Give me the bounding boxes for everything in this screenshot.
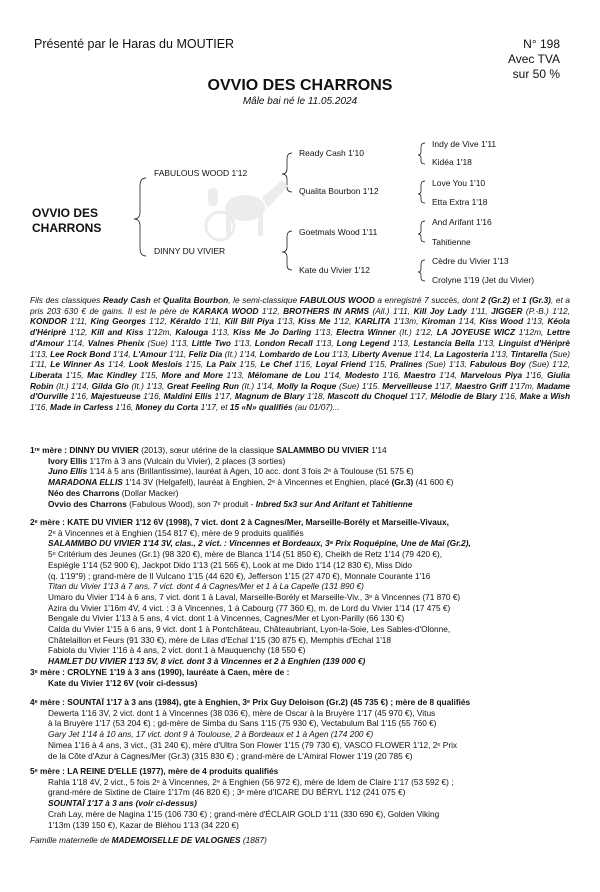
second-dam-heading: 2ᵉ mère : KATE DU VIVIER 1'12 6V (1998), 7 vict. dont 2 à Cagnes/Mer, Marseille-Borély et Marseille-Vivaux, (30, 517, 449, 527)
text-line: Crah Lay, mère de Nagina 1'15 (106 730 €) ; grand-mère d'ÉCLAIR GOLD 1'11 (330 690 €), Golden Viking (48, 808, 440, 819)
text-line: 5ᵉ Critérium des Jeunes (Gr.1) (98 320 €), mère de Blanca 1'14 (51 850 €), Cheikh de Retz 1'14 (79 420 €), (48, 549, 443, 560)
ancestor-6: Tahitienne (432, 237, 471, 247)
presenter-text: Présenté par le Haras du MOUTIER (34, 37, 235, 51)
horse-name-line2: CHARRONS (32, 221, 102, 235)
text-line: Nimea 1'16 à 4 ans, 3 vict., (31 240 €), mère d'Ultra Son Flower 1'15 (79 730 €), VASCO FLOWER 1'12, 2ᵉ Prix (48, 739, 458, 750)
sire-name: FABULOUS WOOD 1'12 (154, 168, 248, 178)
ancestor-3: Love You 1'10 (432, 178, 486, 188)
pedigree-horse-name (32, 206, 101, 236)
text-line: Châtelaillon et Feurs (91 330 €), mère de Lilas d'Echal 1'15 (30 875 €), Memphis d'Echal 1'18 (48, 634, 392, 645)
ancestor-2: Kidéa 1'18 (432, 157, 472, 167)
text-line: Titan du Vivier 1'13 à 7 ans, 7 vict. dont 4 à Cagnes/Mer et 1 à La Capelle (131 890 €) (48, 581, 364, 592)
text-line: HAMLET DU VIVIER 1'13 5V, 8 vict. dont 3 à Vincennes et 2 à Enghien (139 000 €) (48, 656, 366, 667)
text-line: Umaro du Vivier 1'14 à 6 ans, 7 vict. dont 1 à Laval, Marseille-Borély et Marseille-Viv., 3ᵉ à Vincennes (71 870 €) (48, 591, 461, 602)
footer-family-name: MADEMOISELLE DE VALOGNES (111, 835, 241, 845)
ancestor-7: Cèdre du Vivier 1'13 (432, 256, 509, 266)
text-line: Bengale du Vivier 1'13 à 5 ans, 4 vict. dont 1 à Vincennes, Cagnes/Mer et Lyon-Parilly (66 130 €) (48, 613, 405, 624)
text-line: (q. 1'19"9) ; grand-mère de Il Vulcano 1'15 (44 620 €), Jefferson 1'15 (27 470 €), Monnale Courante 1'16 (48, 570, 431, 581)
produce-line: Ovvio des Charrons (Fabulous Wood), son 7ᵉ produit - Inbred 5x3 sur And Arifant et Tahitienne (48, 498, 413, 509)
text-line: de la Côte d'Azur à Cagnes/Mer (Gr.3) (315 830 €) ; grand-mère de L'Amiral Flower 1'19 (20 785 €) (48, 750, 413, 761)
horse-description: Mâle bai né le 11.05.2024 (242, 96, 358, 107)
first-dam-section (30, 445, 570, 509)
fourth-dam-heading: 4ᵉ mère : SOUNTAÏ 1'17 à 3 ans (1984), gte à Enghien, 3ᵉ Prix Guy Deloison (Gr.2) (45 735 €) ; mère de 8 qualifiés (30, 697, 471, 707)
text-line: 1'13m (139 150 €), Kazar de Bléhou 1'13 (34 220 €) (48, 819, 239, 830)
ancestor-1: Indy de Vive 1'11 (432, 139, 497, 149)
produce-line: Juno Ellis 1'14 à 5 ans (Brillantissime), lauréat à Agen, 10 acc. dont 3 fois 2ᵉ à Toulouse (51 575 €) (48, 466, 414, 477)
produce-line: MARADONA ELLIS 1'14 3V (Helgafell), lauréat à Enghien, 2ᵉ à Vincennes et Enghien, placé (Gr.3) (41 600 €) (48, 477, 454, 488)
sire-dam-name: Qualita Bourbon 1'12 (299, 186, 379, 196)
second-dam-section (30, 517, 570, 667)
text-line: 2ᵉ à Vincennes et à Enghien (154 817 €), mère de 9 produits qualifiés (48, 527, 304, 538)
sire-description: Fils des classiques Ready Cash et Qualita Bourbon, le semi-classique FABULOUS WOOD a enregistré 7 succès, dont 2 (Gr.2) et 1 (Gr.3), et a pris 203 630 € de gains. Il est le père de KARAKA WOOD 1'12, BROTHERS IN ARMS (All.) 1'11, Kill Joy Lady 1'11, JIGGER (P.-B.) 1'12, KONDOR 1'11, King Georges 1'12, Kéraldo 1'11, Kill Bill Piya 1'13, Kiss Me 1'12, KARLITA 1'13m, Kiroman 1'14, Kiss Wood 1'13, Kéola d'Hériprè 1'12, Kill and Kiss 1'12m, Kalouga 1'13, Kiss Me Jo Darling 1'13, Electra Winner (It.) 1'12, LA JOYEUSE WICZ 1'12m, Lettre d'Amour 1'14, Valnes Phenix (Sue) 1'13, Little Two 1'13, London Recall 1'13, Long Legend 1'13, Lestancia Bella 1'13, Linguist d'Hériprè 1'13, Lee Rock Bond 1'14, L'Amour 1'11, Feliz Dia (It.) 1'14, Lombardo de Lou 1'13, Liberty Avenue 1'14, La Lagosteria 1'13, Tintarella (Sue) 1'11, Le Winner As 1'14, Look Meslois 1'15, La Paix 1'15, Le Chef 1'15, Loyal Friend 1'15, Pralines (Sue) 1'13, Fabulous Boy (Sue) 1'12, Liberata 1'15, Mac Kindley 1'15, More and More 1'13, Mélomane de Lou 1'14, Modesto 1'16, Maestro 1'14, Marvelous Piya 1'16, Giulia Robin (It.) 1'14, Gilda Glo (It.) 1'13, Great Feeling Run (It.) 1'14, Molly la Roque (Sue) 1'15. Merveilleuse 1'17, Maestro Griff 1'17m, Madame d'Ourville 1'16, Majestueuse 1'16, Maldini Ellis 1'17, Magnum de Blary 1'18, Mascott du Choquel 1'17, Mélodie de Blary 1'16, Make a Wish 1'16, Made in Carless 1'16, Money du Corta 1'17, et 15 «N» qualifiés (au 01/07)... (30, 295, 571, 413)
first-dam-heading: 1ʳᵉ mère : DINNY DU VIVIER (2013), sœur utérine de la classique SALAMMBO DU VIVIER 1'14 (30, 445, 387, 455)
footer-year: (1887) (240, 835, 267, 845)
produce-line: Néo des Charrons (Dollar Macker) (48, 487, 179, 498)
text-line: grand-mère de Sixtine de Claire 1'17m (46 820 €) ; 3ᵉ mère d'ICARE DU BÉRYL 1'12 (241 075 €) (48, 787, 406, 798)
fourth-dam-section (30, 697, 570, 761)
ancestor-4: Etta Extra 1'18 (432, 197, 488, 207)
ancestor-5: And Arifant 1'16 (432, 217, 492, 227)
text-line: Calda du Vivier 1'15 à 6 ans, 9 vict. dont 1 à Pontchâteau, Châteaubriant, Lyon-la-Soie, Les Sables-d'Olonne, (48, 624, 451, 635)
text-line: SALAMMBO DU VIVIER 1'14 3V, clas., 2 vict. : Vincennes et Bordeaux, 3ᵉ Prix Roquépine, Une de Mai (Gr.2), (48, 538, 471, 549)
fifth-dam-section (30, 766, 570, 830)
ancestor-8: Crolyne 1'19 (Jet du Vivier) (432, 275, 535, 285)
horse-silhouette-icon (206, 180, 288, 240)
produce-line: Ivory Ellis 1'17m à 3 ans (Vulcain du Vivier), 2 places (3 sorties) (48, 455, 286, 466)
sire-sire-name: Ready Cash 1'10 (299, 148, 364, 158)
maternal-family (30, 835, 267, 845)
horse-title: OVVIO DES CHARRONS (207, 77, 393, 94)
third-dam-section (30, 667, 570, 688)
horse-name-line1: OVVIO DES (32, 206, 99, 220)
vat-label: Avec TVA (507, 52, 560, 66)
footer-label: Famille maternelle de (30, 835, 112, 845)
text-line: SOUNTAÏ 1'17 à 3 ans (voir ci-dessus) (48, 798, 197, 809)
text-line: Fabiola du Vivier 1'16 à 4 ans, 2 vict. dont 1 à Mauquenchy (18 550 €) (48, 645, 306, 656)
text-line: à la Bruyère 1'17 (53 204 €) ; gd-mère de Simba du Sans 1'15 (75 930 €), Vectabulum Bal 1'15 (55 760 €) (48, 718, 437, 729)
lot-number: N° 198 (523, 37, 560, 51)
dam-dam-name: Kate du Vivier 1'12 (299, 265, 370, 275)
dam-sire-name: Goetmals Wood 1'11 (299, 227, 378, 237)
text-line: Espiègle 1'14 (52 900 €), Jackpot Dido 1'13 (21 565 €), Look at me Dido 1'14 (12 830 €), Miss Dido (48, 559, 413, 570)
dam-name: DINNY DU VIVIER (154, 246, 226, 256)
text-line: Rahla 1'18 4V, 2 vict., 5 fois 2ᵉ à Vincennes, 2ᵉ à Enghien (56 972 €), mère de Idem de Claire 1'17 (53 592 €) ; (48, 776, 454, 787)
text-line: Azira du Vivier 1'16m 4V, 4 vict. : 3 à Vincennes, 1 à Cabourg (77 360 €), m. de Lord du Vivier 1'14 (17 475 €) (48, 602, 451, 613)
text-line: Dewerta 1'16 3V, 2 vict. dont 1 à Vincennes (38 036 €), mère de Oscar à la Bruyère 1'17 (45 970 €), Vitus (48, 707, 436, 718)
text-line: Gary Jet 1'14 à 10 ans, 17 vict. dont 9 à Toulouse, 2 à Bordeaux et 1 à Agen (174 200 €) (48, 729, 374, 740)
reserve-label: sur 50 % (512, 67, 560, 81)
text-line: Kate du Vivier 1'12 6V (voir ci-dessus) (48, 677, 198, 688)
third-dam-heading: 3ᵉ mère : CROLYNE 1'19 à 3 ans (1990), lauréate à Caen, mère de : (30, 667, 290, 677)
fifth-dam-heading: 5ᵉ mère : LA REINE D'ELLE (1977), mère de 4 produits qualifiés (30, 766, 279, 776)
